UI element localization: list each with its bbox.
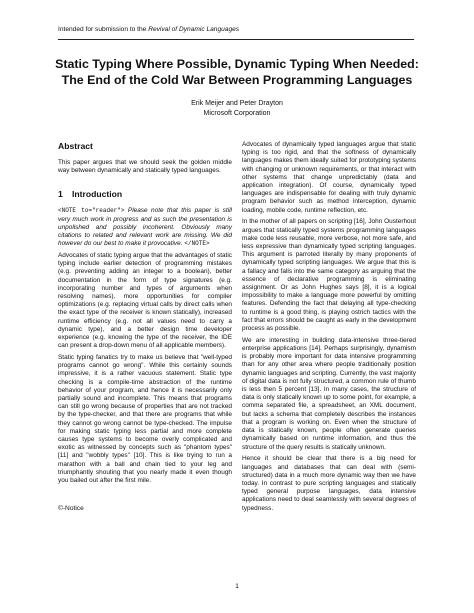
reader-note — [58, 207, 232, 248]
section-heading-introduction — [58, 189, 232, 199]
abstract-text: This paper argues that we should seek the golden middle way between dynamically and statically typed languages. — [58, 159, 232, 175]
intro-paragraph-3: Static typing fanatics try to make us believe that "well-typed programs cannot go wrong". While this certainly sounds impressive, it is a rather vacuous statement. Static type checking is a compile-time abstraction of the runtime behavior of your program, and hence it is necessarily only partially sound and incomplete. This means that programs can still go wrong because of properties that are not tracked by the type-checker, and that there are programs that while they cannot go wrong cannot be type-checked. The impulse for making static typing less partial and more complete causes type systems to become overly complicated and exotic as witnessed by concepts such as "phantom types" [11] and "wobbly types" [10]. This is like trying to run a marathon with a ball and chain tied to your leg and triumphantly shouting that you nearly made it even though you bailed out after the first mile. — [58, 354, 232, 485]
author-block — [0, 99, 474, 118]
page-number: 1 — [235, 583, 239, 590]
submission-venue: Revival of Dynamic Languages — [148, 26, 240, 33]
left-column — [58, 141, 232, 514]
note-close-tag: </NOTE> — [184, 240, 210, 248]
affiliation: Microsoft Corporation — [203, 109, 271, 117]
note-open-tag: <NOTE to="reader"> — [58, 207, 125, 215]
section-title: Introduction — [72, 189, 123, 200]
right-paragraph-1: Advocates of dynamically typed languages argue that static typing is too rigid, and that the softness of dynamically languages makes them ideally suited for prototyping systems with changing or unknown requirements, or that interact with other systems that change unpredictably (data and application integration). Of course, dynamically typed languages are indispensable for dealing with truly dynamic program behavior such as method interception, dynamic loading, mobile code, runtime reflection, etc. — [242, 141, 416, 214]
paper-title — [0, 56, 474, 88]
title-line-1: Static Typing Where Possible, Dynamic Typing When Needed: — [55, 57, 419, 71]
intro-paragraph-2: Advocates of static typing argue that the advantages of static typing include earlier detection of programming mistakes (e.g. preventing adding an integer to a boolean), better documentation in the form of type signatures (e.g. incorporating number and types of arguments when resolving names), more opportunities for compiler optimizations (e.g. replacing virtual calls by direct calls when the exact type of the receiver is known statically), increased runtime efficiency (e.g. not all values need to carry a dynamic type), and a better design time developer experience (e.g. knowing the type of the receiver, the IDE can present a drop-down menu of all applicable members). — [58, 252, 232, 350]
right-paragraph-4: Hence it should be clear that there is a big need for languages and databases that can deal with (semi-structured) data in a much more dynamic way then we have today. In contrast to pure scripting languages and statically typed general purpose languages, data intensive applications need to deal seamlessly with several degrees of typedness. — [242, 455, 416, 512]
right-paragraph-2: In the mother of all papers on scripting [16], John Ousterhout argues that statically typed systems programming languages make code less reusable, more verbose, not more safe, and less expressive than dynamically typed scripting languages. This argument is parroted literally by many proponents of dynamically typed scripting languages. We argue that this is a fallacy and falls into the same category as arguing that the essence of declarative programming is eliminating assignment. Or as John Hughes says [8], it is a logical impossibility to make a language more powerful by omitting features. Defending the fact that delaying all type-checking to runtime is a good thing, is playing ostrich tactics with the fact that errors should be caught as early in the development process as possible. — [242, 218, 416, 333]
abstract-heading: Abstract — [58, 141, 93, 151]
submission-note — [58, 26, 239, 33]
right-column — [242, 141, 416, 516]
right-paragraph-3: We are interesting in building data-intensive three-tiered enterprise applications [14]. Perhaps surprisingly, dynamism is probably more important for data intensive programming than for any other area where people traditionally position dynamic languages and scripting. Currently, the vast majority of digital data is not fully structured, a common rule of thumb is less then 5 percent [13]. In many cases, the structure of data is only statically known up to some point, for example, a comma separated file, a spreadsheet, an XML document, but lacks a schema that completely describes the instances that a program is working on. Even when the structure of data is statically known, people often generate queries dynamically based on runtime information, and thus the structure of the query results is statically unknown. — [242, 336, 416, 451]
section-number: 1 — [58, 189, 63, 200]
copyright-notice: ©-Notice — [58, 505, 84, 513]
header-rule — [58, 39, 414, 40]
note-text: Please note that this paper is still very much work in progress and as such the presentation is unpolished and possibly incoherent. Obviously many citations to related and relevant work are missing. We did however do our best to make it provocative. — [58, 207, 232, 248]
title-line-2: The End of the Cold War Between Programming Languages — [61, 73, 413, 87]
authors: Erik Meijer and Peter Drayton — [191, 100, 283, 107]
submission-note-prefix: Intended for submission to the — [58, 26, 147, 33]
